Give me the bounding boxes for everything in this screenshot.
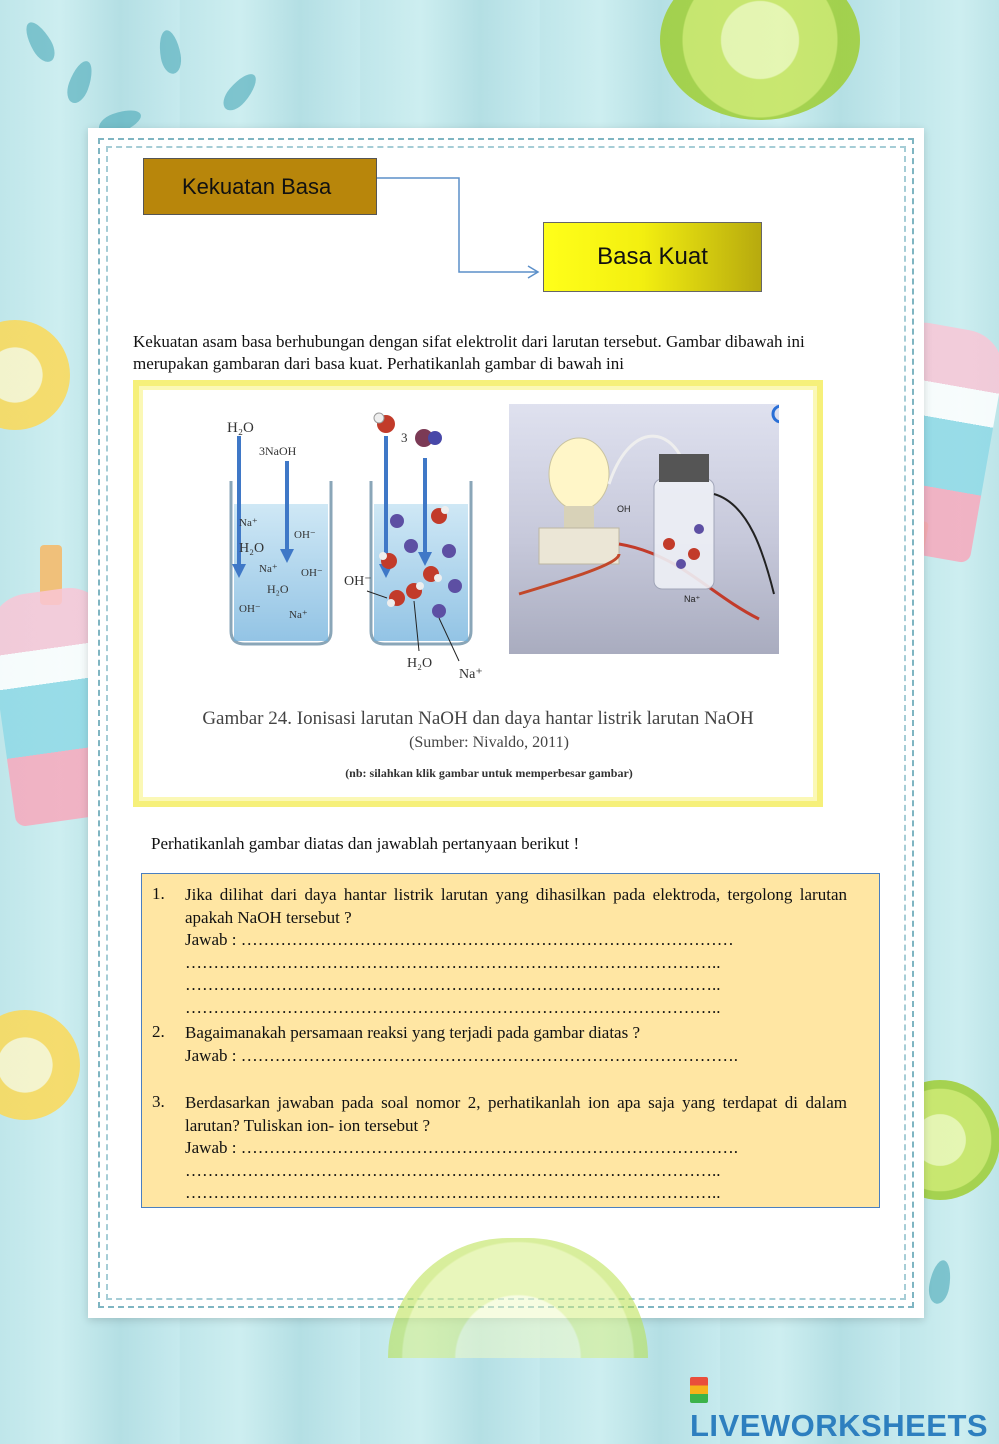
answer-line[interactable]: ………………………………………………………………………………….. <box>185 975 721 994</box>
label-coefficient: 3 <box>401 430 408 445</box>
answer-line[interactable]: ………………………………………………………………………………….. <box>185 952 721 972</box>
question-text: Bagaimanakah persamaan reaksi yang terjadi pada gambar diatas ? <box>185 1023 641 1042</box>
answer-line[interactable]: ………………………………………………………………………………….. <box>185 997 721 1017</box>
answer-line[interactable]: Jawab : ……………………………………………………………………………. <box>185 1138 738 1157</box>
ion-label: H₂O <box>239 541 265 556</box>
photo-label-na: Na⁺ <box>684 594 701 604</box>
answer-line[interactable]: Jawab : …………………………………………………………………………… <box>185 930 734 949</box>
ion-label: OH⁻ <box>294 529 316 541</box>
ion-label: OH⁻ <box>239 603 261 615</box>
light-bulb-icon <box>549 438 609 510</box>
ion-label: Na⁺ <box>259 563 278 575</box>
brand-text: LIVEWORKSHEETS <box>690 1408 989 1443</box>
answer-line[interactable]: ………………………………………………………………………………….. <box>185 1160 721 1180</box>
label-h2o-top: H₂O <box>227 420 254 436</box>
liveworksheets-logo[interactable] <box>690 1372 999 1444</box>
concept-box-strong-base: Basa Kuat <box>543 222 762 292</box>
questions-box <box>141 873 880 1208</box>
figure-image[interactable] <box>133 380 823 807</box>
conductivity-apparatus-illustration <box>509 404 779 654</box>
ion-label: OH⁻ <box>301 567 323 579</box>
ion-label: Na⁺ <box>239 517 258 529</box>
question-text: Berdasarkan jawaban pada soal nomor 2, perhatikanlah ion apa saja yang terdapat di dalam larutan? Tuliskan ion- ion tersebut ? <box>185 1093 847 1135</box>
conductivity-photo <box>509 404 779 654</box>
label-naoh: 3NaOH <box>259 444 297 458</box>
ion-label: H₂O <box>267 582 289 596</box>
lemon-slice-decoration <box>0 1010 80 1120</box>
connector-arrow <box>0 0 999 300</box>
label-h2o-bottom: H₂O <box>407 656 433 671</box>
figure-caption: Gambar 24. Ionisasi larutan NaOH dan daya hantar listrik larutan NaOH <box>202 708 754 729</box>
figure-note: (nb: silahkan klik gambar untuk memperbesar gambar) <box>345 766 633 780</box>
answer-line[interactable]: ………………………………………………………………………………….. <box>185 1183 721 1202</box>
lemon-slice-decoration <box>0 320 70 430</box>
question-prompt: Perhatikanlah gambar diatas dan jawablah pertanyaan berikut ! <box>151 834 580 853</box>
label-oh: OH⁻ <box>344 574 372 589</box>
leaf-decoration <box>926 1259 953 1306</box>
label-na: Na⁺ <box>459 667 483 682</box>
question-number: 3. <box>152 1092 165 1111</box>
question-number: 2. <box>152 1022 165 1041</box>
ion-label: Na⁺ <box>289 609 308 621</box>
concept-box-strength: Kekuatan Basa <box>143 158 377 215</box>
answer-line[interactable]: Jawab : ……………………………………………………………………………. <box>185 1045 738 1065</box>
question-text: Jika dilihat dari daya hantar listrik larutan yang dihasilkan pada elektroda, tergolong larutan apakah NaOH tersebut ? <box>185 885 847 927</box>
intro-paragraph: Kekuatan asam basa berhubungan dengan sifat elektrolit dari larutan tersebut. Gambar dibawah ini merupakan gambaran dari basa kuat. Perhatikanlah gambar di bawah ini <box>133 332 805 373</box>
brand-icon <box>690 1377 708 1403</box>
figure-source: (Sumber: Nivaldo, 2011) <box>409 734 569 751</box>
question-number: 1. <box>152 884 165 903</box>
photo-label-oh: OH <box>617 504 631 514</box>
